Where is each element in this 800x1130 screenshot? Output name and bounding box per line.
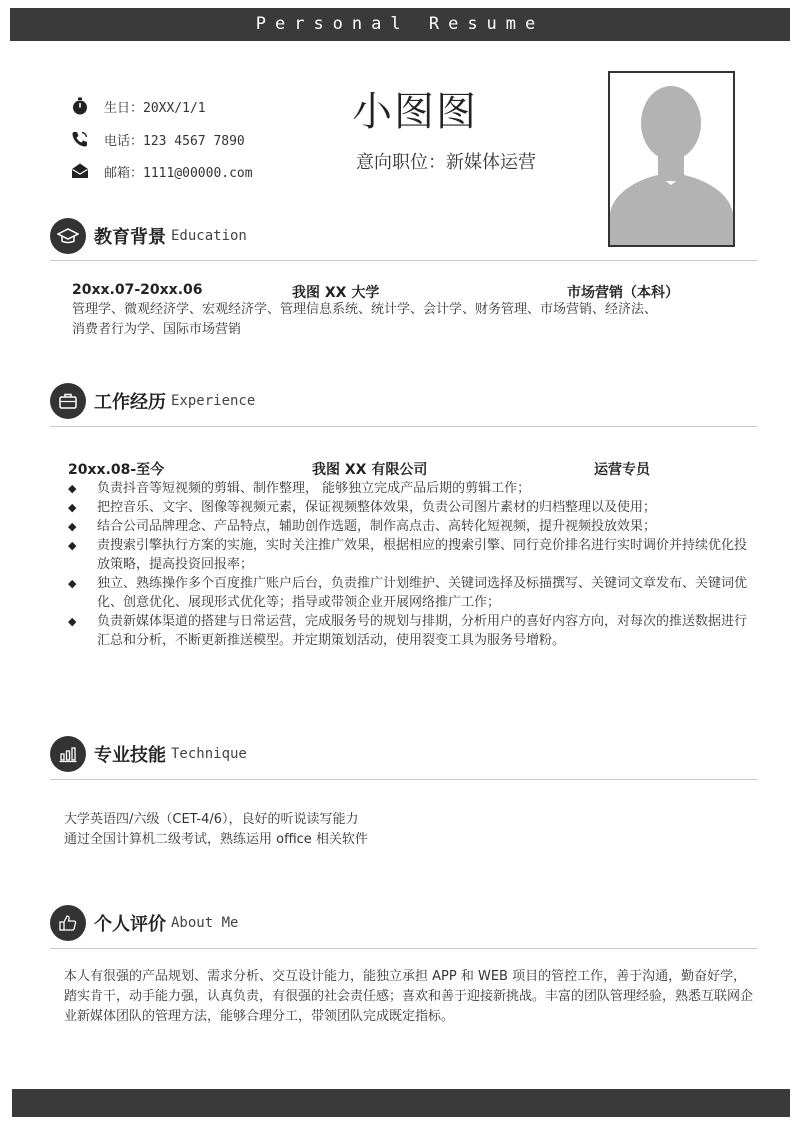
graduation-cap-icon (50, 218, 86, 254)
education-courses-line1: 管理学、微观经济学、宏观经济学、管理信息系统、统计学、会计学、财务管理、市场营销、经济法、 (72, 302, 658, 317)
education-header (50, 218, 247, 254)
education-school: 我图 XX 大学 (292, 285, 380, 301)
education-period: 20xx.07-20xx.06 (72, 282, 203, 298)
experience-period: 20xx.08-至今 (68, 462, 165, 478)
skills-line2: 通过全国计算机二级考试，熟练运用 office 相关软件 (64, 832, 368, 847)
about-divider (50, 948, 757, 949)
experience-divider (50, 426, 757, 427)
birthday-text: 生日：20XX/1/1 (104, 100, 206, 116)
about-header (50, 905, 238, 941)
list-item: ◆ 独立、熟练操作多个百度推广账户后台，负责推广计划维护、关键词选择及标描撰写、关键词文章发布、关键词优化、创意优化、展现形式优化等；指导或带领企业开展网络推广工作； (68, 574, 753, 612)
list-item: ◆ 负责抖音等短视频的剪辑、制作整理， 能够独立完成产品后期的剪辑工作； (68, 479, 753, 498)
skills-title: 专业技能 (94, 745, 166, 766)
candidate-name: 小图图 (352, 89, 478, 135)
phone-icon (70, 129, 90, 149)
about-title: 个人评价 (94, 914, 166, 935)
bar-chart-icon (50, 736, 86, 772)
experience-duties (68, 479, 753, 650)
experience-position: 运营专员 (594, 462, 650, 478)
education-title-en: Education (171, 228, 247, 244)
about-text: 本人有很强的产品规划、需求分析、交互设计能力，能独立承担 APP 和 WEB 项目的管控工作，善于沟通，勤奋好学，踏实肯干，动手能力强，认真负责，有很强的社会责任感；喜欢和善于迎接新挑战。丰富的团队管理经验，熟悉互联网企业新媒体团队的管理方法，能够合理分工，带领团队完成既定指标。 (64, 969, 754, 1024)
phone-text: 电话：123 4567 7890 (104, 133, 245, 149)
education-major: 市场营销（本科） (567, 285, 679, 301)
list-item: ◆ 责搜索引擎执行方案的实施，实时关注推广效果，根据相应的搜索引擎、同行竞价排名进行实时调价并持续优化投放策略，提高投资回报率； (68, 536, 753, 574)
stopwatch-icon (70, 96, 90, 116)
thumbs-up-icon (50, 905, 86, 941)
mail-icon (70, 161, 90, 181)
education-divider (50, 260, 757, 261)
phone-row (70, 129, 245, 149)
skills-line1: 大学英语四/六级（CET-4/6），良好的听说读写能力 (64, 812, 359, 827)
experience-title: 工作经历 (94, 392, 166, 413)
experience-title-en: Experience (171, 393, 256, 409)
briefcase-icon (50, 383, 86, 419)
bottom-bar (12, 1089, 790, 1117)
education-courses-line2: 消费者行为学、国际市场营销 (72, 322, 242, 337)
birthday-row (70, 96, 206, 116)
about-title-en: About Me (171, 915, 239, 931)
email-text: 邮箱：1111@00000.com (104, 165, 253, 181)
experience-header (50, 383, 255, 419)
profile-photo-placeholder (608, 71, 735, 247)
skills-divider (50, 779, 757, 780)
education-title: 教育背景 (94, 227, 166, 248)
list-item: ◆ 把控音乐、文字、图像等视频元素，保证视频整体效果，负责公司图片素材的归档整理以及使用； (68, 498, 753, 517)
list-item: ◆ 结合公司品牌理念、产品特点，辅助创作选题，制作高点击、高转化短视频，提升视频投放效果； (68, 517, 753, 536)
resume-title-bar: Personal Resume (10, 8, 790, 41)
list-item: ◆ 负责新媒体渠道的搭建与日常运营，完成服务号的规划与排期，分析用户的喜好内容方向，对每次的推送数据进行汇总和分析，不断更新推送模型。并定期策划活动，使用裂变工具为服务号增粉。 (68, 612, 753, 650)
skills-header (50, 736, 247, 772)
email-row (70, 161, 253, 181)
job-intent: 意向职位：新媒体运营 (356, 152, 536, 173)
experience-company: 我图 XX 有限公司 (312, 462, 428, 478)
person-silhouette-icon (610, 73, 733, 245)
skills-title-en: Technique (171, 746, 247, 762)
